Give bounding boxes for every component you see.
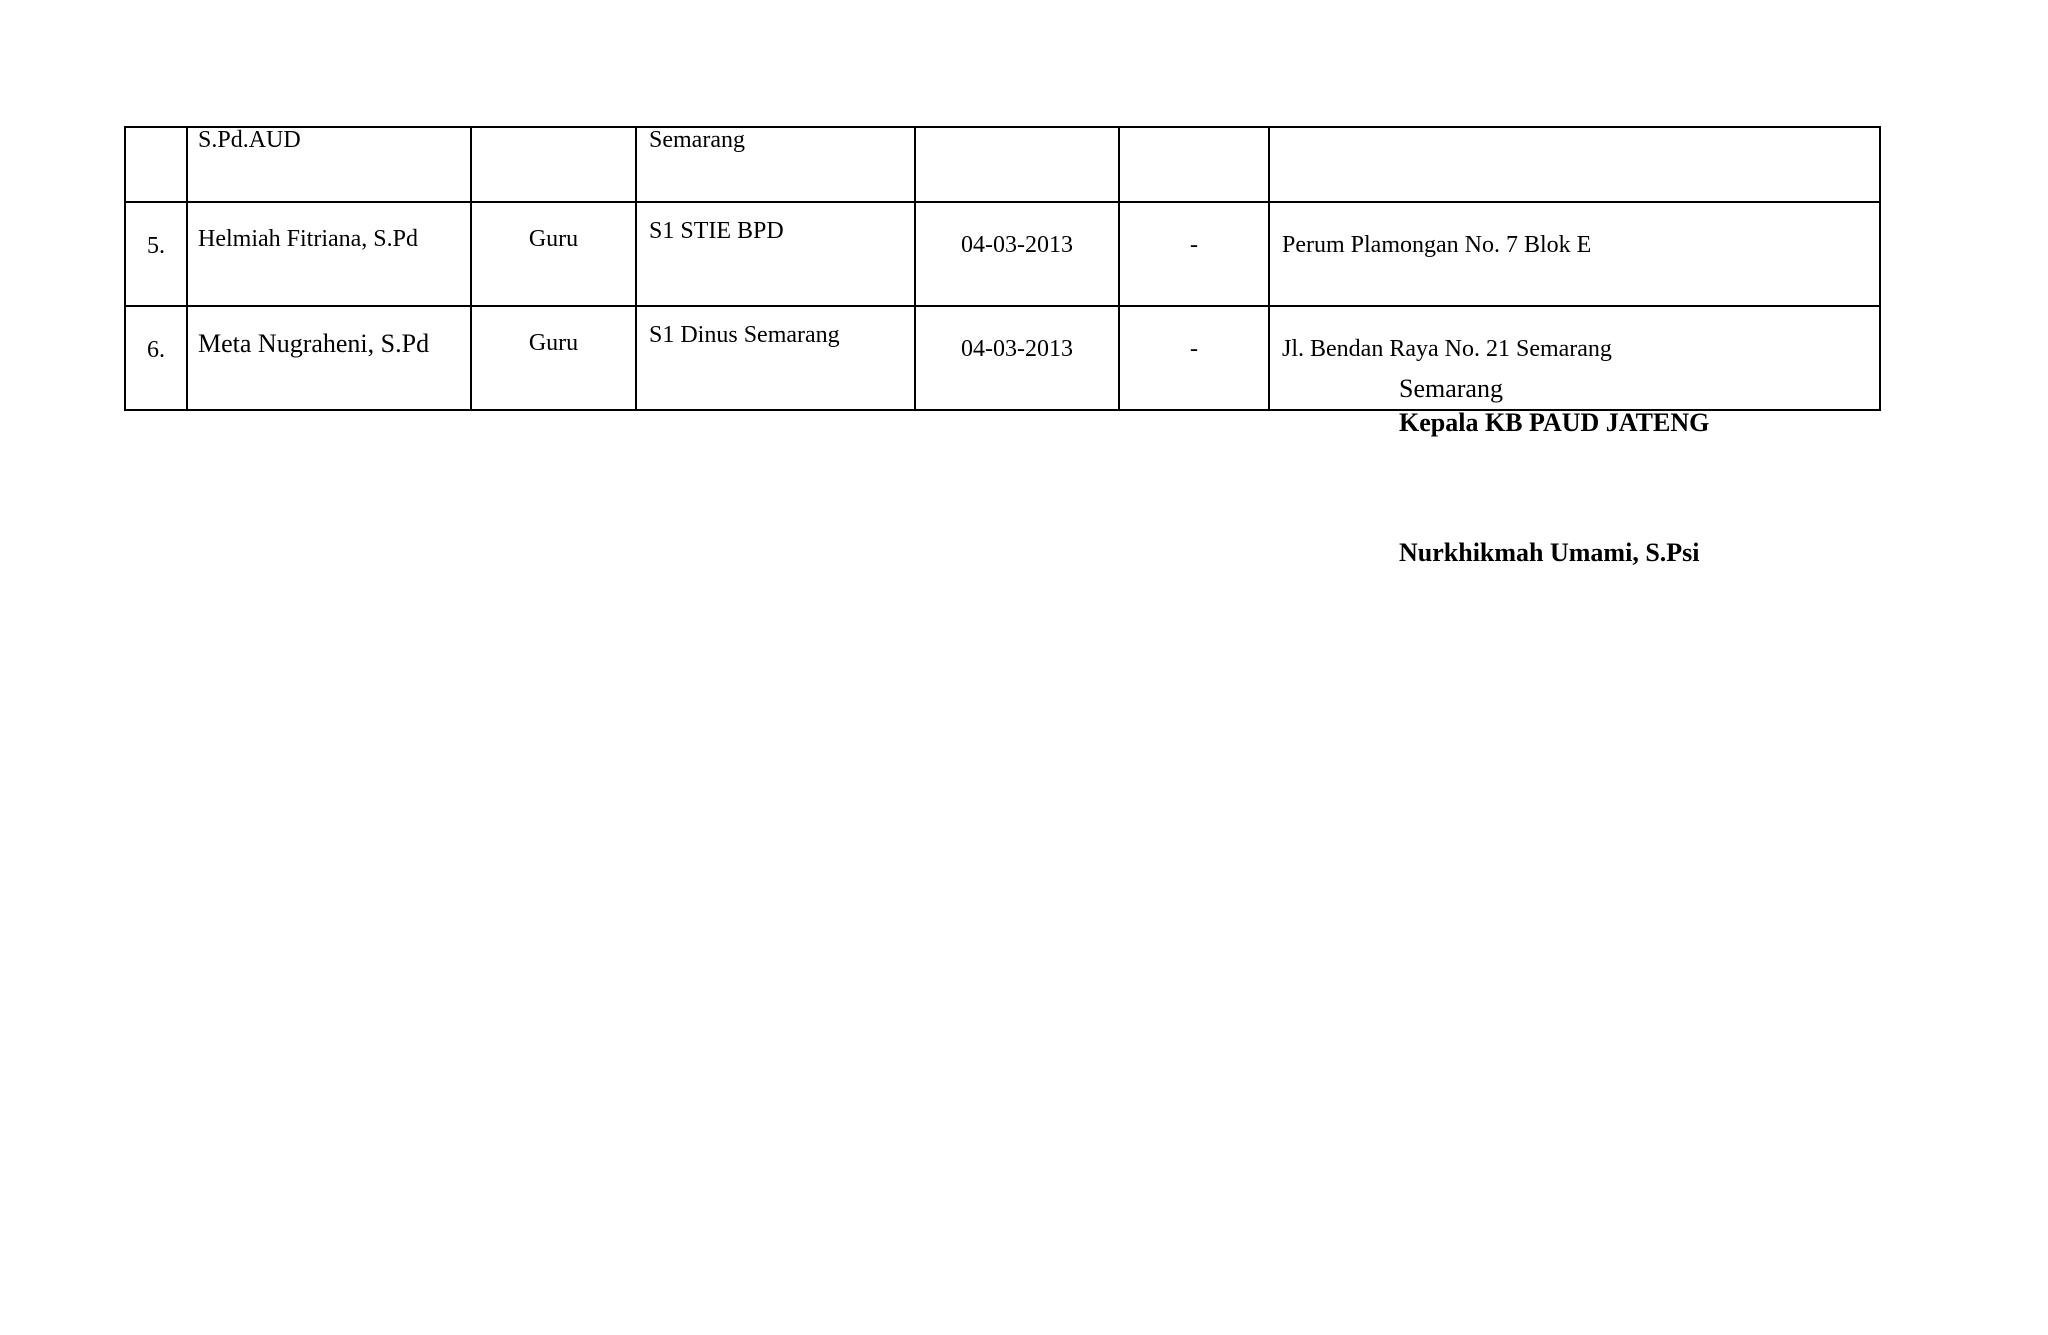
staff-position: Guru bbox=[528, 330, 579, 356]
start-date: 04-03-2013 bbox=[961, 232, 1073, 258]
staff-address: Jl. Bendan Raya No. 21 Semarang bbox=[1282, 336, 1612, 362]
staff-education: S1 STIE BPD bbox=[649, 218, 784, 244]
position-cell bbox=[471, 202, 636, 306]
name-cell bbox=[187, 202, 471, 306]
staff-table bbox=[124, 126, 1881, 411]
table-row bbox=[125, 127, 1880, 202]
row-number-cell bbox=[125, 202, 187, 306]
signature-title: Kepala KB PAUD JATENG bbox=[1399, 408, 1710, 437]
education-cell bbox=[636, 127, 915, 202]
date-cell bbox=[915, 306, 1119, 410]
start-date: 04-03-2013 bbox=[961, 336, 1073, 362]
dash-cell bbox=[1119, 306, 1269, 410]
date-cell bbox=[915, 202, 1119, 306]
date-cell bbox=[915, 127, 1119, 202]
education-cell bbox=[636, 202, 915, 306]
dash-cell bbox=[1119, 202, 1269, 306]
empty-value: - bbox=[1190, 232, 1198, 258]
staff-address: Perum Plamongan No. 7 Blok E bbox=[1282, 232, 1592, 258]
row-number: 6. bbox=[147, 337, 165, 363]
education-cell bbox=[636, 306, 915, 410]
name-cell bbox=[187, 306, 471, 410]
address-cell bbox=[1269, 127, 1880, 202]
empty-value: - bbox=[1190, 336, 1198, 362]
staff-position: Guru bbox=[528, 226, 579, 252]
row-number: 5. bbox=[147, 233, 165, 259]
staff-education: Semarang bbox=[649, 127, 745, 153]
name-cell bbox=[187, 127, 471, 202]
dash-cell bbox=[1119, 127, 1269, 202]
row-number-cell bbox=[125, 127, 187, 202]
table-row bbox=[125, 202, 1880, 306]
position-cell bbox=[471, 127, 636, 202]
address-cell bbox=[1269, 202, 1880, 306]
staff-name: Helmiah Fitriana, S.Pd bbox=[198, 226, 418, 252]
staff-education: S1 Dinus Semarang bbox=[649, 322, 840, 348]
position-cell bbox=[471, 306, 636, 410]
signatory-name: Nurkhikmah Umami, S.Psi bbox=[1399, 538, 1700, 567]
row-number-cell bbox=[125, 306, 187, 410]
signature-city: Semarang bbox=[1399, 374, 1503, 403]
staff-name: Meta Nugraheni, S.Pd bbox=[198, 329, 430, 358]
staff-name: S.Pd.AUD bbox=[198, 127, 301, 153]
signature-block bbox=[1399, 372, 1709, 570]
